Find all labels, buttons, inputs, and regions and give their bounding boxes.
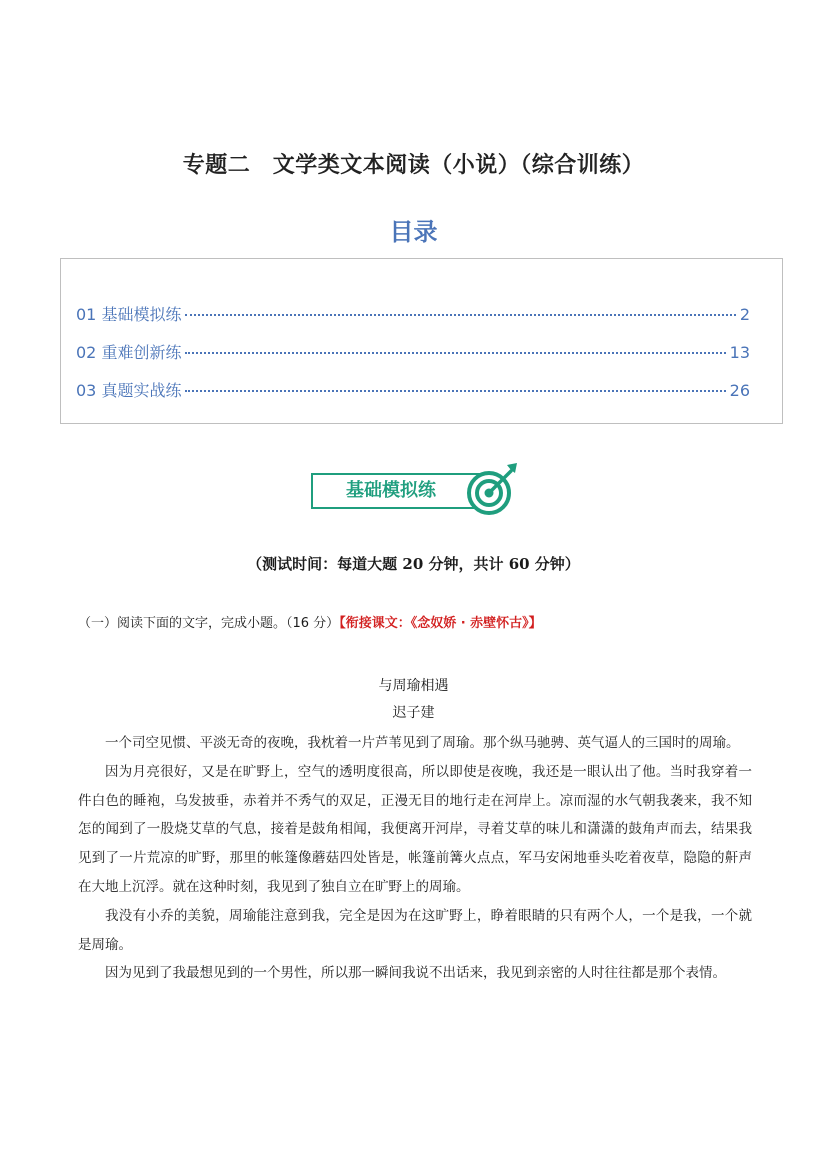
toc-item-label: 01 基础模拟练: [76, 305, 182, 324]
toc-leader-dots: [185, 390, 725, 392]
toc-leader-dots: [185, 352, 725, 354]
story-paragraph: 因为见到了我最想见到的一个男性，所以那一瞬间我说不出话来，我见到亲密的人时往往都是那个表情。: [105, 965, 726, 982]
table-of-contents: [60, 258, 783, 424]
story-body: [78, 729, 752, 988]
story-author: 迟子建: [392, 705, 435, 721]
toc-heading: 目录: [389, 218, 438, 246]
toc-item-label: 02 重难创新练: [76, 343, 182, 362]
question-instruction: [78, 612, 542, 631]
toc-item-page: 2: [739, 305, 750, 324]
toc-item-label: 03 真题实战练: [76, 381, 182, 400]
section-badge-label: 基础模拟练: [346, 480, 436, 501]
story-paragraph: 因为月亮很好，又是在旷野上，空气的透明度很高，所以即使是夜晚，我还是一眼认出了他。当时我穿着一件白色的睡袍，乌发披垂，赤着并不秀气的双足，正漫无目的地行走在河岸上。凉而湿的水气朝我袭来，我不知怎的闻到了一股烧艾草的气息，接着是鼓角相闻，我便离开河岸，寻着艾草的味儿和潇潇的鼓角声而去，结果我见到了一片荒凉的旷野，那里的帐篷像蘑菇四处皆是，帐篷前篝火点点，军马安闲地垂头吃着夜草，隐隐的鼾声在大地上沉浮。就在这种时刻，我见到了独自立在旷野上的周瑜。: [78, 763, 752, 895]
toc-item-advanced[interactable]: [76, 340, 750, 364]
story-paragraph: 我没有小乔的美貌，周瑜能注意到我，完全是因为在这旷野上，睁着眼睛的只有两个人，一个是我，一个就是周瑜。: [78, 907, 752, 953]
toc-item-page: 13: [729, 343, 750, 362]
section-badge: [311, 461, 521, 513]
test-time-note: （测试时间：每道大题 20 分钟，共计 60 分钟）: [247, 555, 580, 573]
toc-item-page: 26: [729, 381, 750, 400]
toc-item-basic[interactable]: [76, 302, 750, 326]
toc-item-real-exam[interactable]: [76, 378, 750, 402]
target-arrow-icon: [461, 461, 521, 517]
document-title: 专题二 文学类文本阅读（小说）（综合训练）: [182, 153, 645, 178]
story-title: 与周瑜相遇: [378, 678, 449, 694]
textbook-link: 【衔接课文：《念奴娇 · 赤壁怀古》】: [339, 616, 542, 631]
toc-leader-dots: [185, 314, 735, 316]
question-prefix: （一）阅读下面的文字，完成小题。（16 分）: [78, 616, 340, 631]
story-paragraph: 一个司空见惯、平淡无奇的夜晚，我枕着一片芦苇见到了周瑜。那个纵马驰骋、英气逼人的三国时的周瑜。: [105, 735, 740, 751]
